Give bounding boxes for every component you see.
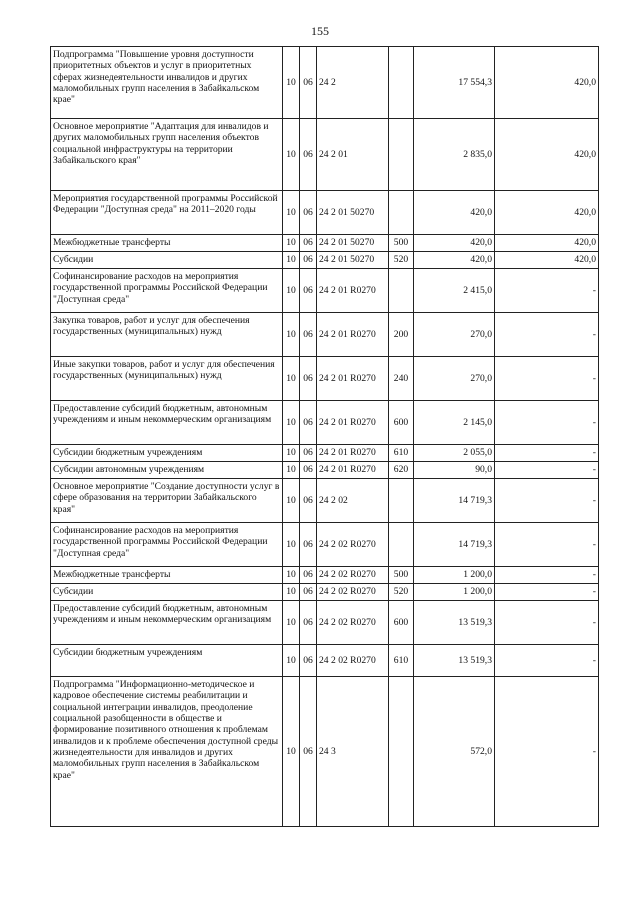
row-target-article: 24 2 01 R0270 xyxy=(317,445,389,462)
table-row xyxy=(51,357,599,401)
row-section-code: 10 xyxy=(283,269,300,313)
row-expense-type: 500 xyxy=(389,567,414,584)
row-name: Основное мероприятие "Адаптация для инвалидов и других маломобильных групп населения объектов социальной инфраструктуры на территории Забайкальского края" xyxy=(51,119,283,191)
row-target-article: 24 2 01 50270 xyxy=(317,235,389,252)
row-target-article: 24 2 02 R0270 xyxy=(317,601,389,645)
row-expense-type: 520 xyxy=(389,252,414,269)
row-subsection-code: 06 xyxy=(300,677,317,827)
row-amount-2: 420,0 xyxy=(495,47,599,119)
row-amount-2: 420,0 xyxy=(495,191,599,235)
row-expense-type: 500 xyxy=(389,235,414,252)
row-subsection-code: 06 xyxy=(300,119,317,191)
row-amount-1: 270,0 xyxy=(414,313,495,357)
row-amount-2: - xyxy=(495,645,599,677)
row-amount-1: 572,0 xyxy=(414,677,495,827)
row-name: Субсидии xyxy=(51,252,283,269)
row-name: Мероприятия государственной программы Российской Федерации "Доступная среда" на 2011–2020 годы xyxy=(51,191,283,235)
row-amount-2: - xyxy=(495,677,599,827)
row-subsection-code: 06 xyxy=(300,462,317,479)
row-section-code: 10 xyxy=(283,47,300,119)
row-amount-1: 13 519,3 xyxy=(414,601,495,645)
row-name: Подпрограмма "Повышение уровня доступности приоритетных объектов и услуг в приоритетных сферах жизнедеятельности инвалидов и других маломобильных групп населения в Забайкальском крае" xyxy=(51,47,283,119)
row-amount-2: - xyxy=(495,269,599,313)
row-target-article: 24 3 xyxy=(317,677,389,827)
row-target-article: 24 2 01 50270 xyxy=(317,191,389,235)
row-expense-type: 240 xyxy=(389,357,414,401)
row-amount-1: 14 719,3 xyxy=(414,479,495,523)
row-amount-2: - xyxy=(495,584,599,601)
row-expense-type: 600 xyxy=(389,401,414,445)
row-name: Субсидии бюджетным учреждениям xyxy=(51,445,283,462)
row-amount-1: 420,0 xyxy=(414,235,495,252)
row-amount-1: 1 200,0 xyxy=(414,584,495,601)
row-expense-type: 610 xyxy=(389,645,414,677)
row-section-code: 10 xyxy=(283,235,300,252)
row-name: Предоставление субсидий бюджетным, автономным учреждениям и иным некоммерческим организациям xyxy=(51,401,283,445)
row-target-article: 24 2 xyxy=(317,47,389,119)
row-amount-1: 13 519,3 xyxy=(414,645,495,677)
row-section-code: 10 xyxy=(283,523,300,567)
row-target-article: 24 2 02 R0270 xyxy=(317,567,389,584)
row-target-article: 24 2 01 R0270 xyxy=(317,313,389,357)
row-amount-1: 17 554,3 xyxy=(414,47,495,119)
row-amount-2: - xyxy=(495,523,599,567)
row-target-article: 24 2 01 R0270 xyxy=(317,357,389,401)
table-row xyxy=(51,119,599,191)
row-name: Основное мероприятие "Создание доступности услуг в сфере образования на территории Забайкальского края" xyxy=(51,479,283,523)
row-amount-1: 2 055,0 xyxy=(414,445,495,462)
row-subsection-code: 06 xyxy=(300,479,317,523)
row-subsection-code: 06 xyxy=(300,584,317,601)
row-target-article: 24 2 02 R0270 xyxy=(317,584,389,601)
row-section-code: 10 xyxy=(283,252,300,269)
row-expense-type: 520 xyxy=(389,584,414,601)
row-subsection-code: 06 xyxy=(300,235,317,252)
row-target-article: 24 2 01 R0270 xyxy=(317,269,389,313)
row-amount-2: - xyxy=(495,567,599,584)
table-row xyxy=(51,677,599,827)
row-expense-type xyxy=(389,119,414,191)
table-row xyxy=(51,269,599,313)
row-expense-type xyxy=(389,677,414,827)
row-amount-2: - xyxy=(495,445,599,462)
row-expense-type: 610 xyxy=(389,445,414,462)
row-name: Субсидии xyxy=(51,584,283,601)
row-name: Межбюджетные трансферты xyxy=(51,235,283,252)
table-row xyxy=(51,601,599,645)
row-section-code: 10 xyxy=(283,567,300,584)
row-section-code: 10 xyxy=(283,119,300,191)
row-subsection-code: 06 xyxy=(300,645,317,677)
row-section-code: 10 xyxy=(283,479,300,523)
row-target-article: 24 2 01 50270 xyxy=(317,252,389,269)
row-expense-type xyxy=(389,47,414,119)
row-subsection-code: 06 xyxy=(300,567,317,584)
row-subsection-code: 06 xyxy=(300,47,317,119)
row-amount-2: 420,0 xyxy=(495,252,599,269)
row-target-article: 24 2 02 xyxy=(317,479,389,523)
row-amount-2: - xyxy=(495,401,599,445)
row-amount-2: - xyxy=(495,357,599,401)
row-amount-1: 2 415,0 xyxy=(414,269,495,313)
row-name: Субсидии бюджетным учреждениям xyxy=(51,645,283,677)
row-amount-2: 420,0 xyxy=(495,119,599,191)
table-row xyxy=(51,479,599,523)
table-row xyxy=(51,235,599,252)
row-expense-type xyxy=(389,269,414,313)
row-name: Субсидии автономным учреждениям xyxy=(51,462,283,479)
row-amount-1: 2 145,0 xyxy=(414,401,495,445)
row-name: Софинансирование расходов на мероприятия государственной программы Российской Федерации "Доступная среда" xyxy=(51,269,283,313)
table-row xyxy=(51,191,599,235)
table-row xyxy=(51,313,599,357)
table-row xyxy=(51,252,599,269)
row-target-article: 24 2 02 R0270 xyxy=(317,645,389,677)
row-amount-1: 420,0 xyxy=(414,252,495,269)
table-row xyxy=(51,401,599,445)
row-amount-1: 270,0 xyxy=(414,357,495,401)
table-row xyxy=(51,445,599,462)
row-subsection-code: 06 xyxy=(300,313,317,357)
row-section-code: 10 xyxy=(283,462,300,479)
row-subsection-code: 06 xyxy=(300,445,317,462)
row-section-code: 10 xyxy=(283,645,300,677)
row-amount-1: 2 835,0 xyxy=(414,119,495,191)
budget-table-body xyxy=(51,47,599,827)
row-subsection-code: 06 xyxy=(300,252,317,269)
row-target-article: 24 2 01 R0270 xyxy=(317,401,389,445)
row-amount-1: 1 200,0 xyxy=(414,567,495,584)
row-amount-1: 420,0 xyxy=(414,191,495,235)
row-amount-1: 14 719,3 xyxy=(414,523,495,567)
row-section-code: 10 xyxy=(283,601,300,645)
row-expense-type: 620 xyxy=(389,462,414,479)
row-section-code: 10 xyxy=(283,357,300,401)
row-subsection-code: 06 xyxy=(300,269,317,313)
row-expense-type xyxy=(389,523,414,567)
row-target-article: 24 2 01 xyxy=(317,119,389,191)
row-subsection-code: 06 xyxy=(300,523,317,567)
table-row xyxy=(51,567,599,584)
table-row xyxy=(51,47,599,119)
page-number: 155 xyxy=(311,24,329,38)
row-section-code: 10 xyxy=(283,191,300,235)
budget-table xyxy=(50,46,599,827)
row-amount-2: 420,0 xyxy=(495,235,599,252)
row-subsection-code: 06 xyxy=(300,357,317,401)
row-expense-type xyxy=(389,191,414,235)
row-name: Подпрограмма "Информационно-методическое и кадровое обеспечение системы реабилитации и социальной интеграции инвалидов, преодоление социальной разобщенности в обществе и формирование позитивного отношения к проблемам инвалидов и к проблеме обеспечения доступной среды жизнедеятельности для инвалидов и других маломобильных групп населения в Забайкальском крае" xyxy=(51,677,283,827)
row-name: Закупка товаров, работ и услуг для обеспечения государственных (муниципальных) нужд xyxy=(51,313,283,357)
row-amount-2: - xyxy=(495,601,599,645)
row-amount-2: - xyxy=(495,462,599,479)
row-name: Межбюджетные трансферты xyxy=(51,567,283,584)
row-section-code: 10 xyxy=(283,401,300,445)
row-name: Софинансирование расходов на мероприятия государственной программы Российской Федерации "Доступная среда" xyxy=(51,523,283,567)
row-amount-2: - xyxy=(495,479,599,523)
row-section-code: 10 xyxy=(283,584,300,601)
row-name: Иные закупки товаров, работ и услуг для обеспечения государственных (муниципальных) нужд xyxy=(51,357,283,401)
row-expense-type: 600 xyxy=(389,601,414,645)
row-amount-2: - xyxy=(495,313,599,357)
row-subsection-code: 06 xyxy=(300,601,317,645)
row-section-code: 10 xyxy=(283,313,300,357)
table-row xyxy=(51,584,599,601)
row-name: Предоставление субсидий бюджетным, автономным учреждениям и иным некоммерческим организациям xyxy=(51,601,283,645)
row-target-article: 24 2 01 R0270 xyxy=(317,462,389,479)
row-subsection-code: 06 xyxy=(300,191,317,235)
row-expense-type xyxy=(389,479,414,523)
row-section-code: 10 xyxy=(283,445,300,462)
row-expense-type: 200 xyxy=(389,313,414,357)
row-target-article: 24 2 02 R0270 xyxy=(317,523,389,567)
row-section-code: 10 xyxy=(283,677,300,827)
table-row xyxy=(51,645,599,677)
table-row xyxy=(51,462,599,479)
table-row xyxy=(51,523,599,567)
row-amount-1: 90,0 xyxy=(414,462,495,479)
row-subsection-code: 06 xyxy=(300,401,317,445)
